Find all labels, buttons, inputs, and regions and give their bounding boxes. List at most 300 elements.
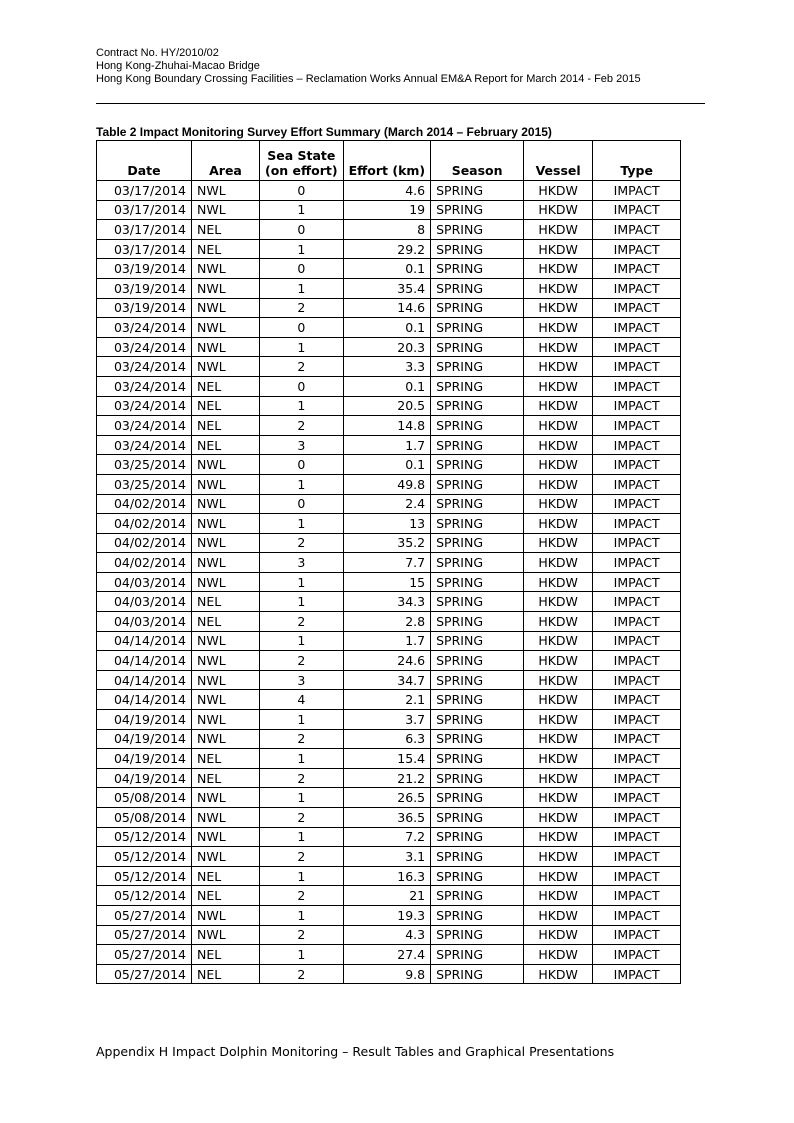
season-cell: SPRING (431, 788, 524, 808)
sea-state-cell: 2 (260, 357, 344, 377)
vessel-cell: HKDW (524, 925, 593, 945)
vessel-cell: HKDW (524, 514, 593, 534)
effort-cell: 29.2 (343, 239, 431, 259)
effort-cell: 36.5 (343, 808, 431, 828)
season-cell: SPRING (431, 416, 524, 436)
project-name: Hong Kong-Zhuhai-Macao Bridge (96, 60, 260, 72)
effort-cell: 26.5 (343, 788, 431, 808)
effort-cell: 3.1 (343, 847, 431, 867)
table-row (97, 376, 681, 396)
season-cell: SPRING (431, 494, 524, 514)
vessel-cell: HKDW (524, 729, 593, 749)
date-cell: 04/14/2014 (97, 670, 192, 690)
date-cell: 04/02/2014 (97, 553, 192, 573)
vessel-cell: HKDW (524, 788, 593, 808)
vessel-cell: HKDW (524, 710, 593, 730)
date-cell: 05/12/2014 (97, 847, 192, 867)
area-cell: NWL (192, 181, 260, 201)
area-cell: NEL (192, 612, 260, 632)
vessel-cell: HKDW (524, 592, 593, 612)
table-row (97, 768, 681, 788)
effort-cell: 8 (343, 220, 431, 240)
sea-state-cell: 1 (260, 788, 344, 808)
vessel-cell: HKDW (524, 200, 593, 220)
table-row (97, 435, 681, 455)
table-row (97, 455, 681, 475)
sea-state-cell: 2 (260, 729, 344, 749)
effort-cell: 7.7 (343, 553, 431, 573)
vessel-cell: HKDW (524, 318, 593, 338)
vessel-cell: HKDW (524, 749, 593, 769)
type-cell: IMPACT (593, 318, 681, 338)
table-row (97, 337, 681, 357)
type-cell: IMPACT (593, 357, 681, 377)
type-cell: IMPACT (593, 259, 681, 279)
vessel-cell: HKDW (524, 866, 593, 886)
vessel-cell: HKDW (524, 964, 593, 984)
type-cell: IMPACT (593, 964, 681, 984)
table-row (97, 592, 681, 612)
sea-state-cell: 0 (260, 181, 344, 201)
season-cell: SPRING (431, 278, 524, 298)
sea-state-cell: 1 (260, 631, 344, 651)
sea-state-cell: 2 (260, 808, 344, 828)
season-cell: SPRING (431, 455, 524, 475)
area-cell: NWL (192, 298, 260, 318)
table-row (97, 827, 681, 847)
type-cell: IMPACT (593, 278, 681, 298)
type-cell: IMPACT (593, 435, 681, 455)
table-row (97, 710, 681, 730)
table-row (97, 925, 681, 945)
season-cell: SPRING (431, 181, 524, 201)
type-cell: IMPACT (593, 533, 681, 553)
vessel-cell: HKDW (524, 690, 593, 710)
effort-cell: 2.8 (343, 612, 431, 632)
table-header-row (97, 141, 681, 181)
sea-state-cell: 2 (260, 964, 344, 984)
vessel-cell: HKDW (524, 357, 593, 377)
date-cell: 03/25/2014 (97, 474, 192, 494)
season-cell: SPRING (431, 768, 524, 788)
effort-cell: 4.3 (343, 925, 431, 945)
date-cell: 03/17/2014 (97, 181, 192, 201)
effort-cell: 2.1 (343, 690, 431, 710)
date-cell: 05/27/2014 (97, 964, 192, 984)
sea-state-cell: 3 (260, 670, 344, 690)
effort-cell: 49.8 (343, 474, 431, 494)
season-cell: SPRING (431, 847, 524, 867)
effort-cell: 19.3 (343, 905, 431, 925)
vessel-cell: HKDW (524, 808, 593, 828)
type-cell: IMPACT (593, 886, 681, 906)
sea-state-cell: 1 (260, 592, 344, 612)
effort-cell: 1.7 (343, 631, 431, 651)
type-cell: IMPACT (593, 866, 681, 886)
date-cell: 03/24/2014 (97, 357, 192, 377)
vessel-cell: HKDW (524, 239, 593, 259)
effort-cell: 3.3 (343, 357, 431, 377)
type-cell: IMPACT (593, 808, 681, 828)
date-cell: 03/24/2014 (97, 376, 192, 396)
effort-cell: 20.3 (343, 337, 431, 357)
area-cell: NEL (192, 239, 260, 259)
area-cell: NWL (192, 553, 260, 573)
area-cell: NWL (192, 690, 260, 710)
sea-state-cell: 0 (260, 494, 344, 514)
sea-state-cell: 1 (260, 827, 344, 847)
vessel-cell: HKDW (524, 847, 593, 867)
season-cell: SPRING (431, 651, 524, 671)
sea-state-cell: 3 (260, 553, 344, 573)
area-cell: NWL (192, 514, 260, 534)
table-row (97, 670, 681, 690)
table-row (97, 905, 681, 925)
vessel-cell: HKDW (524, 396, 593, 416)
sea-state-cell: 0 (260, 376, 344, 396)
season-cell: SPRING (431, 337, 524, 357)
area-cell: NWL (192, 259, 260, 279)
area-cell: NEL (192, 945, 260, 965)
vessel-cell: HKDW (524, 435, 593, 455)
area-cell: NWL (192, 337, 260, 357)
type-cell: IMPACT (593, 200, 681, 220)
type-cell: IMPACT (593, 514, 681, 534)
sea-state-cell: 1 (260, 710, 344, 730)
season-cell: SPRING (431, 905, 524, 925)
sea-state-cell: 3 (260, 435, 344, 455)
column-header-vessel: Vessel (524, 141, 593, 181)
vessel-cell: HKDW (524, 945, 593, 965)
sea-state-cell: 1 (260, 474, 344, 494)
vessel-cell: HKDW (524, 905, 593, 925)
type-cell: IMPACT (593, 239, 681, 259)
date-cell: 04/19/2014 (97, 749, 192, 769)
table-title: Table 2 Impact Monitoring Survey Effort Summary (March 2014 – February 2015) (96, 125, 552, 139)
type-cell: IMPACT (593, 298, 681, 318)
area-cell: NWL (192, 651, 260, 671)
table-row (97, 278, 681, 298)
effort-cell: 13 (343, 514, 431, 534)
type-cell: IMPACT (593, 945, 681, 965)
table-row (97, 357, 681, 377)
type-cell: IMPACT (593, 553, 681, 573)
date-cell: 03/24/2014 (97, 416, 192, 436)
table-row (97, 572, 681, 592)
type-cell: IMPACT (593, 220, 681, 240)
effort-cell: 20.5 (343, 396, 431, 416)
vessel-cell: HKDW (524, 768, 593, 788)
date-cell: 03/24/2014 (97, 396, 192, 416)
vessel-cell: HKDW (524, 416, 593, 436)
date-cell: 05/12/2014 (97, 827, 192, 847)
table-row (97, 886, 681, 906)
table-row (97, 200, 681, 220)
type-cell: IMPACT (593, 474, 681, 494)
date-cell: 04/03/2014 (97, 612, 192, 632)
type-cell: IMPACT (593, 181, 681, 201)
type-cell: IMPACT (593, 905, 681, 925)
date-cell: 04/19/2014 (97, 768, 192, 788)
season-cell: SPRING (431, 533, 524, 553)
effort-cell: 34.7 (343, 670, 431, 690)
sea-state-cell: 2 (260, 886, 344, 906)
vessel-cell: HKDW (524, 533, 593, 553)
effort-cell: 16.3 (343, 866, 431, 886)
vessel-cell: HKDW (524, 612, 593, 632)
date-cell: 05/27/2014 (97, 945, 192, 965)
table-row (97, 808, 681, 828)
type-cell: IMPACT (593, 337, 681, 357)
sea-state-cell: 1 (260, 278, 344, 298)
vessel-cell: HKDW (524, 181, 593, 201)
sea-state-cell: 0 (260, 259, 344, 279)
type-cell: IMPACT (593, 376, 681, 396)
area-cell: NWL (192, 474, 260, 494)
season-cell: SPRING (431, 592, 524, 612)
season-cell: SPRING (431, 808, 524, 828)
sea-state-cell: 1 (260, 239, 344, 259)
area-cell: NWL (192, 847, 260, 867)
sea-state-cell: 1 (260, 337, 344, 357)
season-cell: SPRING (431, 357, 524, 377)
survey-effort-table (96, 140, 681, 984)
vessel-cell: HKDW (524, 553, 593, 573)
date-cell: 04/14/2014 (97, 631, 192, 651)
date-cell: 05/27/2014 (97, 905, 192, 925)
effort-cell: 4.6 (343, 181, 431, 201)
sea-state-cell: 2 (260, 612, 344, 632)
season-cell: SPRING (431, 318, 524, 338)
sea-state-cell: 1 (260, 396, 344, 416)
sea-state-cell: 2 (260, 533, 344, 553)
area-cell: NEL (192, 435, 260, 455)
table-row (97, 690, 681, 710)
area-cell: NWL (192, 357, 260, 377)
type-cell: IMPACT (593, 925, 681, 945)
table-row (97, 553, 681, 573)
sea-state-cell: 2 (260, 416, 344, 436)
header-divider (96, 103, 705, 104)
effort-cell: 15 (343, 572, 431, 592)
sea-state-cell: 2 (260, 847, 344, 867)
type-cell: IMPACT (593, 670, 681, 690)
area-cell: NWL (192, 318, 260, 338)
area-cell: NEL (192, 768, 260, 788)
season-cell: SPRING (431, 886, 524, 906)
column-header-date: Date (97, 141, 192, 181)
season-cell: SPRING (431, 631, 524, 651)
sea-state-cell: 0 (260, 455, 344, 475)
type-cell: IMPACT (593, 592, 681, 612)
season-cell: SPRING (431, 945, 524, 965)
area-cell: NWL (192, 455, 260, 475)
effort-cell: 21 (343, 886, 431, 906)
vessel-cell: HKDW (524, 886, 593, 906)
table-row (97, 612, 681, 632)
area-cell: NWL (192, 494, 260, 514)
area-cell: NEL (192, 416, 260, 436)
area-cell: NWL (192, 631, 260, 651)
type-cell: IMPACT (593, 416, 681, 436)
sea-state-cell: 2 (260, 298, 344, 318)
area-cell: NWL (192, 905, 260, 925)
table-row (97, 298, 681, 318)
season-cell: SPRING (431, 964, 524, 984)
area-cell: NWL (192, 925, 260, 945)
sea-state-cell: 2 (260, 925, 344, 945)
area-cell: NWL (192, 533, 260, 553)
season-cell: SPRING (431, 670, 524, 690)
date-cell: 03/19/2014 (97, 278, 192, 298)
effort-cell: 19 (343, 200, 431, 220)
area-cell: NWL (192, 710, 260, 730)
table-row (97, 396, 681, 416)
effort-cell: 9.8 (343, 964, 431, 984)
effort-cell: 0.1 (343, 455, 431, 475)
sea-state-cell: 0 (260, 318, 344, 338)
date-cell: 05/12/2014 (97, 866, 192, 886)
vessel-cell: HKDW (524, 455, 593, 475)
table-row (97, 788, 681, 808)
date-cell: 03/19/2014 (97, 259, 192, 279)
date-cell: 04/19/2014 (97, 710, 192, 730)
type-cell: IMPACT (593, 572, 681, 592)
report-title: Hong Kong Boundary Crossing Facilities – Reclamation Works Annual EM&A Report for March 2014 - Feb 2015 (96, 73, 641, 85)
vessel-cell: HKDW (524, 278, 593, 298)
effort-cell: 3.7 (343, 710, 431, 730)
type-cell: IMPACT (593, 729, 681, 749)
table-row (97, 514, 681, 534)
type-cell: IMPACT (593, 788, 681, 808)
season-cell: SPRING (431, 435, 524, 455)
effort-cell: 15.4 (343, 749, 431, 769)
date-cell: 04/02/2014 (97, 533, 192, 553)
season-cell: SPRING (431, 259, 524, 279)
table-row (97, 533, 681, 553)
effort-cell: 2.4 (343, 494, 431, 514)
table-row (97, 220, 681, 240)
area-cell: NWL (192, 670, 260, 690)
season-cell: SPRING (431, 612, 524, 632)
vessel-cell: HKDW (524, 827, 593, 847)
season-cell: SPRING (431, 690, 524, 710)
vessel-cell: HKDW (524, 494, 593, 514)
date-cell: 04/03/2014 (97, 572, 192, 592)
season-cell: SPRING (431, 239, 524, 259)
date-cell: 03/24/2014 (97, 318, 192, 338)
table-row (97, 651, 681, 671)
area-cell: NEL (192, 220, 260, 240)
column-header-sea-state (260, 141, 344, 181)
effort-cell: 7.2 (343, 827, 431, 847)
date-cell: 03/25/2014 (97, 455, 192, 475)
type-cell: IMPACT (593, 494, 681, 514)
season-cell: SPRING (431, 396, 524, 416)
season-cell: SPRING (431, 572, 524, 592)
date-cell: 04/14/2014 (97, 690, 192, 710)
season-cell: SPRING (431, 553, 524, 573)
date-cell: 05/08/2014 (97, 788, 192, 808)
date-cell: 03/24/2014 (97, 337, 192, 357)
area-cell: NEL (192, 886, 260, 906)
vessel-cell: HKDW (524, 670, 593, 690)
season-cell: SPRING (431, 200, 524, 220)
date-cell: 03/19/2014 (97, 298, 192, 318)
vessel-cell: HKDW (524, 220, 593, 240)
season-cell: SPRING (431, 866, 524, 886)
area-cell: NEL (192, 396, 260, 416)
season-cell: SPRING (431, 514, 524, 534)
sea-state-header-line1: Sea State (267, 148, 336, 163)
type-cell: IMPACT (593, 690, 681, 710)
type-cell: IMPACT (593, 396, 681, 416)
vessel-cell: HKDW (524, 474, 593, 494)
area-cell: NWL (192, 200, 260, 220)
date-cell: 03/24/2014 (97, 435, 192, 455)
sea-state-cell: 1 (260, 866, 344, 886)
type-cell: IMPACT (593, 710, 681, 730)
sea-state-cell: 0 (260, 220, 344, 240)
type-cell: IMPACT (593, 847, 681, 867)
contract-number: Contract No. HY/2010/02 (96, 47, 219, 59)
effort-cell: 0.1 (343, 376, 431, 396)
effort-cell: 1.7 (343, 435, 431, 455)
effort-cell: 35.4 (343, 278, 431, 298)
table-row (97, 259, 681, 279)
effort-cell: 6.3 (343, 729, 431, 749)
table-body (97, 181, 681, 984)
table-row (97, 474, 681, 494)
vessel-cell: HKDW (524, 337, 593, 357)
area-cell: NWL (192, 729, 260, 749)
date-cell: 05/12/2014 (97, 886, 192, 906)
season-cell: SPRING (431, 298, 524, 318)
table-row (97, 416, 681, 436)
page-header (96, 47, 641, 86)
area-cell: NWL (192, 808, 260, 828)
type-cell: IMPACT (593, 455, 681, 475)
table-row (97, 494, 681, 514)
effort-cell: 27.4 (343, 945, 431, 965)
table-row (97, 181, 681, 201)
column-header-season: Season (431, 141, 524, 181)
type-cell: IMPACT (593, 631, 681, 651)
table-row (97, 749, 681, 769)
date-cell: 05/08/2014 (97, 808, 192, 828)
column-header-area: Area (192, 141, 260, 181)
effort-cell: 14.8 (343, 416, 431, 436)
season-cell: SPRING (431, 925, 524, 945)
type-cell: IMPACT (593, 651, 681, 671)
area-cell: NWL (192, 572, 260, 592)
season-cell: SPRING (431, 729, 524, 749)
date-cell: 05/27/2014 (97, 925, 192, 945)
season-cell: SPRING (431, 827, 524, 847)
date-cell: 04/02/2014 (97, 514, 192, 534)
date-cell: 04/03/2014 (97, 592, 192, 612)
table-row (97, 729, 681, 749)
area-cell: NEL (192, 749, 260, 769)
sea-state-cell: 1 (260, 905, 344, 925)
sea-state-header-line2: (on effort) (265, 163, 338, 178)
season-cell: SPRING (431, 749, 524, 769)
vessel-cell: HKDW (524, 651, 593, 671)
effort-cell: 35.2 (343, 533, 431, 553)
season-cell: SPRING (431, 376, 524, 396)
date-cell: 04/19/2014 (97, 729, 192, 749)
sea-state-cell: 1 (260, 749, 344, 769)
